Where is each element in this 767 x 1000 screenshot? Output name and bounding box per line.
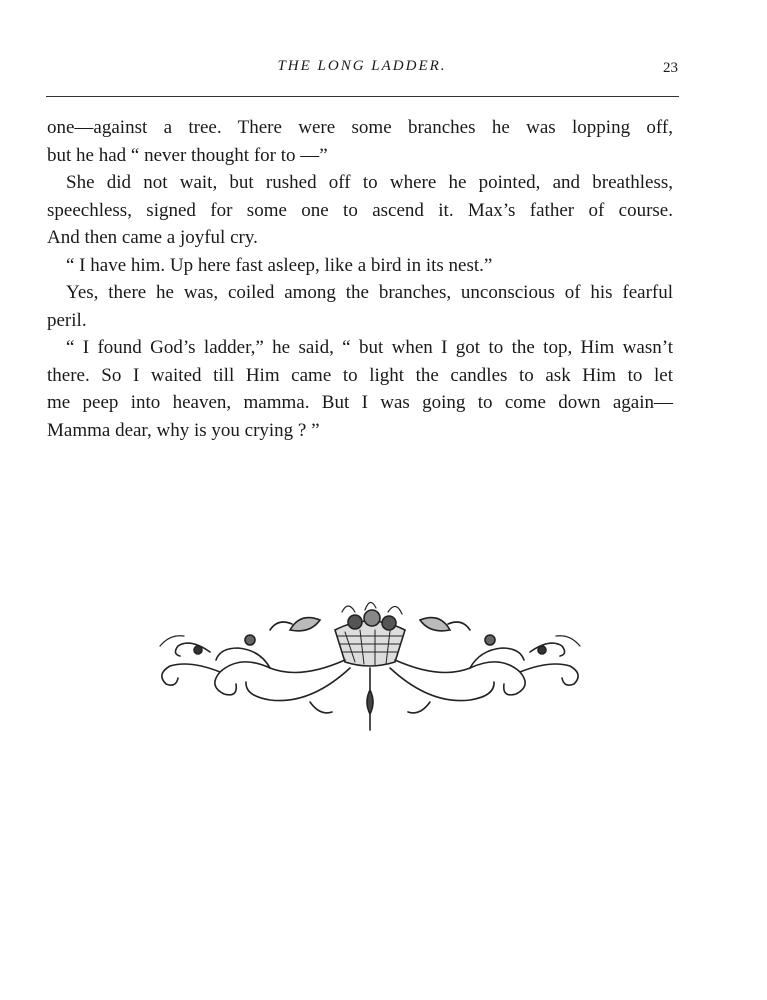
text-line: Mamma dear, why is you crying ? ” [47, 419, 320, 441]
text-line: peril. [47, 309, 87, 331]
text-line: She did not wait, but rushed off to where he pointed, and breathless, [66, 172, 673, 193]
text-line: “ I have him. Up here fast asleep, like a bird in its nest.” [66, 254, 493, 276]
text-line: but he had “ never thought for to —” [47, 144, 328, 166]
text-line: And then came a joyful cry. [47, 227, 258, 248]
header-rule [46, 96, 679, 97]
page-number: 23 [663, 60, 678, 76]
running-head [46, 58, 678, 82]
text-line: there. So I waited till Him came to light the candles to ask Him to let [47, 364, 673, 386]
floral-basket-ornament-icon [150, 590, 590, 740]
text-line: Yes, there he was, coiled among the branches, unconscious of his fearful [66, 282, 673, 303]
text-line: one—against a tree. There were some branches he was lopping off, [47, 117, 673, 138]
body-text [47, 114, 673, 444]
text-line: speechless, signed for some one to ascend it. Max’s father of course. [47, 199, 673, 221]
text-line: “ I found God’s ladder,” he said, “ but when I got to the top, Him wasn’t [66, 337, 673, 358]
running-title: THE LONG LADDER. [277, 58, 447, 74]
text-line: me peep into heaven, mamma. But I was going to come down again— [47, 392, 673, 413]
